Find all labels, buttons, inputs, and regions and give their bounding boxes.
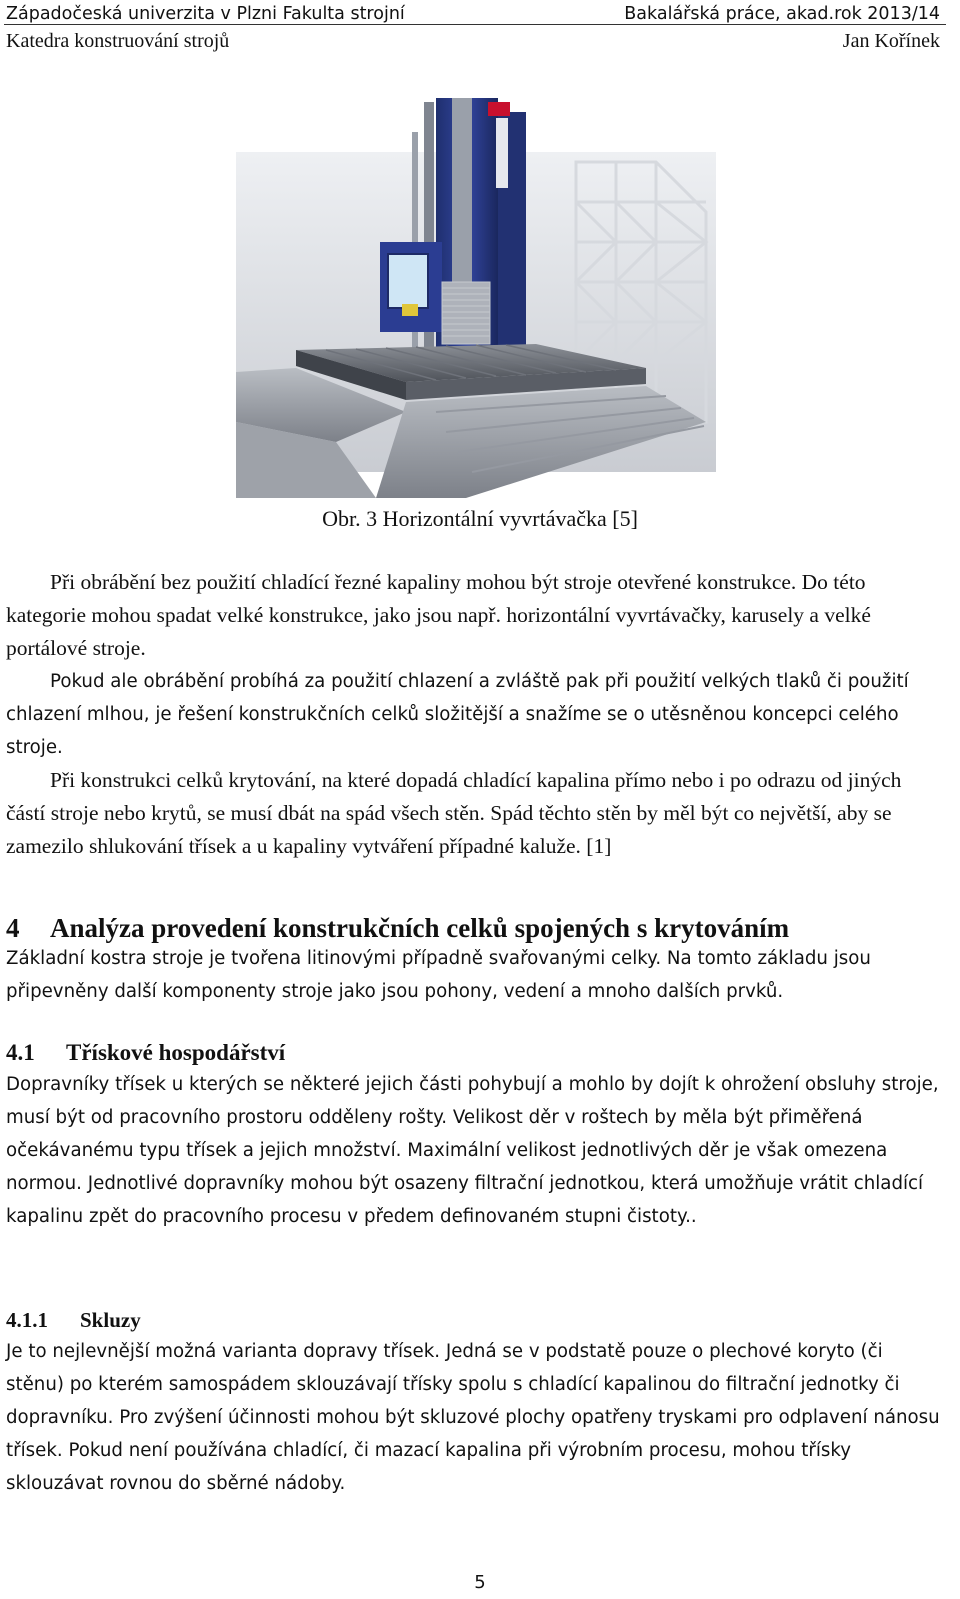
header-author: Jan Kořínek bbox=[842, 30, 940, 52]
paragraph-coolant-sealed: Pokud ale obrábění probíhá za použití chlazení a zvláště pak při použití velkých tlaků či použití chlazení mlhou, je řešení konstrukčních celků složitější a snažíme se o utěsněnou koncepci celého stroje. bbox=[6, 671, 909, 758]
section-4-1-heading: 4.1 Třískové hospodářství bbox=[6, 1040, 286, 1065]
header-thesis-info: Bakalářská práce, akad.rok 2013/14 bbox=[624, 4, 940, 24]
header-department: Katedra konstruování strojů bbox=[6, 30, 230, 52]
page-number: 5 bbox=[474, 1572, 486, 1593]
section-4 bbox=[6, 913, 946, 1008]
section-4-1-1-heading: 4.1.1 Skluzy bbox=[6, 1308, 141, 1332]
section-4-1 bbox=[6, 1040, 946, 1233]
section-4-1-1 bbox=[6, 1308, 946, 1500]
paragraph-open-construction: Při obrábění bez použití chladící řezné kapaliny mohou být stroje otevřené konstrukce. Do této kategorie mohou spadat velké konstrukce, jako jsou např. horizontální vyvrtávačky, karusely a velké portálové stroje. bbox=[6, 570, 871, 660]
header-rule bbox=[4, 24, 946, 25]
section-4-1-text: Dopravníky třísek u kterých se některé jejich části pohybují a mohlo by dojít k ohrožení obsluhy stroje, musí být od pracovního prostoru odděleny rošty. Velikost děr v roštech by měla být přiměřená očekávanému typu třísek a jejich množství. Maximální velikost jednotlivých děr je však omezena normou. Jednotlivé dopravníky mohou být osazeny filtrační jednotkou, která umožňuje vrátit chladící kapalinu zpět do pracovního procesu v předem definovaném stupni čistoty.. bbox=[6, 1074, 939, 1227]
section-4-text: Základní kostra stroje je tvořena litinovými případně svařovanými celky. Na tomto základu jsou připevněny další komponenty stroje jako jsou pohony, vedení a mnoho dalších prvků. bbox=[6, 948, 871, 1002]
paragraph-cover-slope: Při konstrukci celků krytování, na které dopadá chladící kapalina přímo nebo i po odrazu od jiných částí stroje nebo krytů, se musí dbát na spád všech stěn. Spád těchto stěn by měl být co největší, aby se zamezilo shlukování třísek a u kapaliny vytváření případné kaluže. [1] bbox=[6, 768, 902, 858]
section-4-1-1-text: Je to nejlevnější možná varianta dopravy třísek. Jedná se v podstatě pouze o plechové koryto (či stěnu) po kterém samospádem sklouzávají třísky spolu s chladící kapalinou do filtrační jednotky či dopravníku. Pro zvýšení účinnosti mohou být skluzové plochy opatřeny tryskami pro odplavení nánosu třísek. Pokud není používána chladící, či mazací kapalina při výrobním procesu, mohou třísky sklouzávat rovnou do sběrné nádoby. bbox=[6, 1341, 940, 1494]
header-university: Západočeská univerzita v Plzni Fakulta strojní bbox=[6, 4, 405, 24]
figure-caption: Obr. 3 Horizontální vyvrtávačka [5] bbox=[322, 506, 638, 531]
intro-text bbox=[6, 566, 946, 863]
section-4-heading: 4 Analýza provedení konstrukčních celků spojených s krytováním bbox=[6, 913, 790, 943]
horizontal-boring-machine-image bbox=[236, 92, 716, 498]
